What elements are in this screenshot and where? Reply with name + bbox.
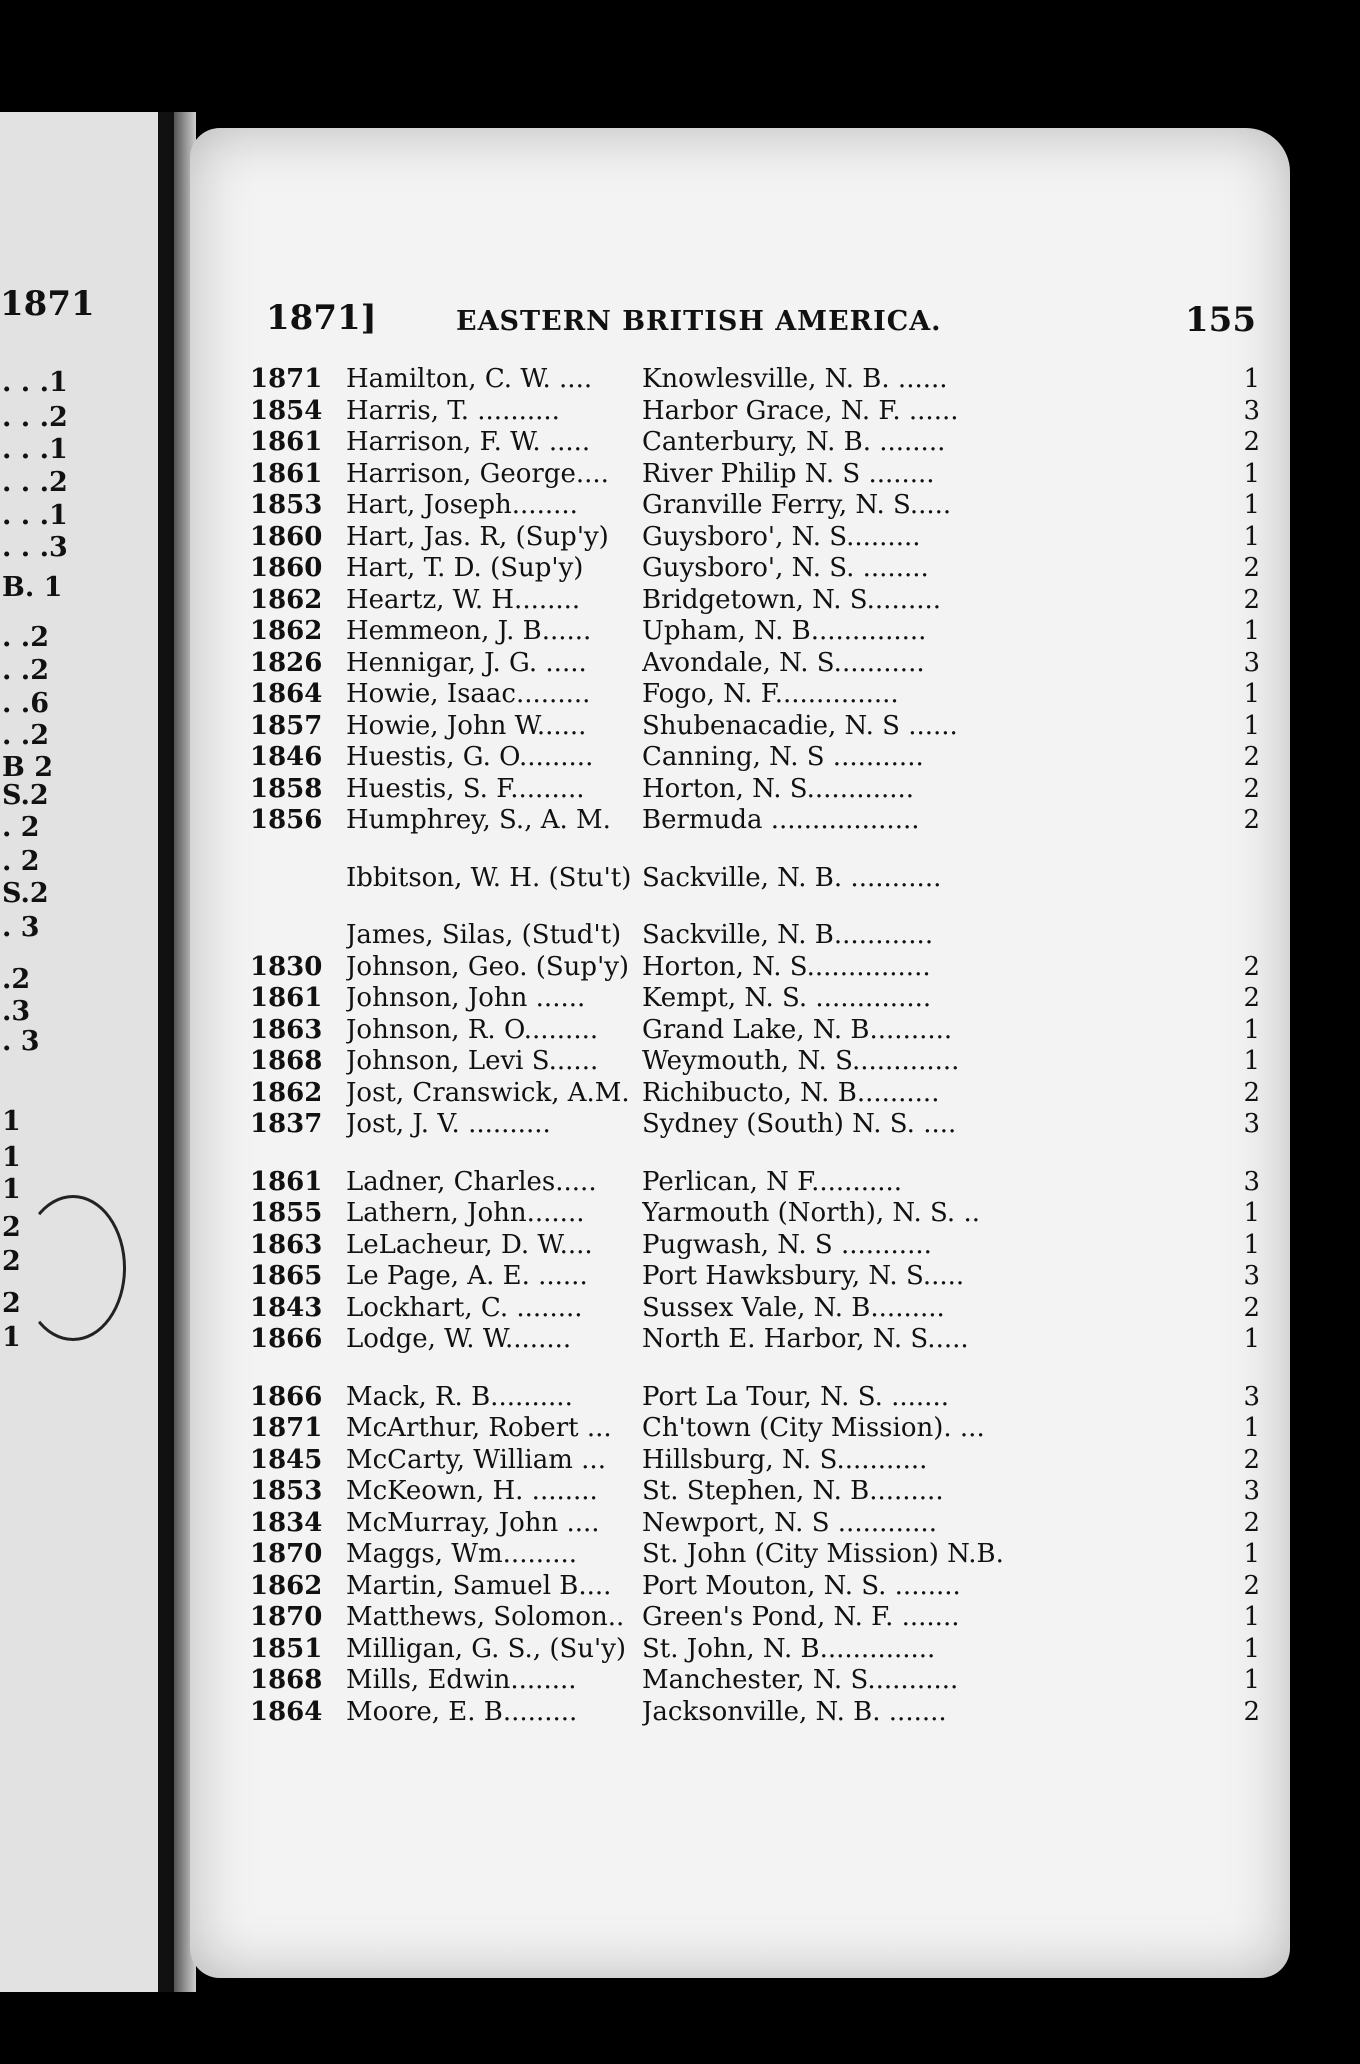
entry-count: 2: [1243, 951, 1260, 982]
left-page-fragment-text: B. 1: [2, 572, 63, 603]
entry-name: Howie, John W......: [346, 710, 587, 741]
left-page-fragment-text: . 3: [2, 912, 40, 943]
entry-place: Guysboro', N. S. ........: [642, 553, 929, 583]
left-page-fragment-text: . 2: [2, 846, 40, 877]
book-page: [190, 128, 1290, 1978]
entry-place: Port Hawksbury, N. S.....: [642, 1261, 965, 1291]
listing-row: [250, 1078, 1260, 1110]
entry-name: Martin, Samuel B....: [346, 1570, 612, 1601]
left-page-fragment-text: 1: [2, 1322, 21, 1353]
listing-row: [250, 679, 1260, 711]
entry-name: Jost, Cranswick, A.M.: [346, 1077, 630, 1108]
entry-name: Milligan, G. S., (Su'y): [346, 1633, 627, 1664]
entry-count: 1: [1243, 710, 1260, 741]
entry-name: Johnson, R. O.........: [346, 1014, 599, 1045]
entry-count: 3: [1243, 1166, 1260, 1197]
listing-row: [250, 1665, 1260, 1697]
left-page-fragment-text: .3: [2, 996, 31, 1027]
entry-year: 1871: [250, 364, 323, 394]
entry-year: 1858: [250, 773, 323, 804]
listing-group: [250, 920, 1260, 1141]
left-page-fragment-text: . . .1: [2, 434, 68, 465]
entry-place: St. John (City Mission) N.B.: [642, 1539, 1004, 1569]
page-number: 155: [1185, 300, 1256, 340]
entry-name: Johnson, Geo. (Sup'y): [346, 951, 630, 982]
entry-count: 1: [1243, 679, 1260, 709]
entry-count: 1: [1243, 616, 1260, 646]
left-page-fragment-text: 1: [2, 1174, 21, 1205]
left-page-fragment-text: . 2: [2, 812, 40, 843]
entry-name: Lodge, W. W........: [346, 1324, 572, 1354]
entry-place: Bermuda ..................: [642, 805, 920, 835]
ministers-listing: [250, 364, 1260, 1754]
entry-count: 2: [1243, 1444, 1260, 1475]
entry-name: McMurray, John ....: [346, 1507, 600, 1538]
entry-place: Shubenacadie, N. S ......: [642, 710, 958, 741]
listing-row: [250, 952, 1260, 984]
listing-row: [250, 1508, 1260, 1540]
listing-row: [250, 805, 1260, 837]
listing-row: [250, 427, 1260, 459]
entry-name: Hennigar, J. G. .....: [346, 647, 587, 678]
entry-name: Lockhart, C. ........: [346, 1292, 583, 1323]
entry-year: 1846: [250, 742, 323, 772]
entry-name: James, Silas, (Stud't): [346, 920, 622, 950]
listing-row: [250, 863, 1260, 895]
entry-name: Huestis, G. O.........: [346, 742, 594, 772]
listing-group: [250, 364, 1260, 837]
listing-row: [250, 1382, 1260, 1414]
entry-year: 1862: [250, 1077, 323, 1108]
listing-row: [250, 1413, 1260, 1445]
entry-year: 1851: [250, 1633, 323, 1664]
entry-place: Perlican, N F...........: [642, 1166, 903, 1197]
entry-year: 1863: [250, 1229, 323, 1260]
listing-row: [250, 459, 1260, 491]
entry-place: Ch'town (City Mission). ...: [642, 1413, 985, 1443]
entry-place: Horton, N. S...............: [642, 951, 931, 982]
entry-year: 1862: [250, 1570, 323, 1601]
entry-count: 2: [1243, 742, 1260, 772]
listing-row: [250, 774, 1260, 806]
listing-row: [250, 1015, 1260, 1047]
entry-place: Sackville, N. B............: [642, 920, 934, 950]
listing-row: [250, 1324, 1260, 1356]
entry-year: 1864: [250, 679, 323, 709]
listing-row: [250, 1198, 1260, 1230]
listing-row: [250, 1167, 1260, 1199]
listing-row: [250, 1476, 1260, 1508]
entry-year: 1837: [250, 1109, 323, 1139]
entry-name: Hamilton, C. W. ....: [346, 364, 593, 394]
entry-year: 1860: [250, 553, 323, 583]
entry-count: 2: [1243, 1696, 1260, 1727]
entry-count: 2: [1243, 553, 1260, 583]
entry-place: Bridgetown, N. S.........: [642, 584, 942, 615]
entry-place: Sackville, N. B. ...........: [642, 862, 942, 893]
entry-year: 1826: [250, 647, 323, 678]
entry-place: Hillsburg, N. S...........: [642, 1444, 928, 1475]
entry-name: Mills, Edwin........: [346, 1665, 577, 1695]
entry-count: 1: [1243, 1046, 1260, 1076]
entry-count: 3: [1243, 1476, 1260, 1506]
entry-place: St. Stephen, N. B.........: [642, 1476, 944, 1506]
entry-name: Moore, E. B.........: [346, 1696, 578, 1727]
entry-count: 3: [1243, 1109, 1260, 1139]
entry-year: 1865: [250, 1261, 323, 1291]
entry-place: Sydney (South) N. S. ....: [642, 1109, 957, 1139]
entry-year: 1834: [250, 1507, 323, 1538]
entry-year: 1843: [250, 1292, 323, 1323]
left-page-fragment-text: 2: [2, 1246, 21, 1277]
entry-place: Kempt, N. S. ..............: [642, 983, 932, 1013]
entry-year: 1870: [250, 1539, 323, 1569]
entry-name: Johnson, Levi S......: [346, 1046, 599, 1076]
entry-place: Horton, N. S.............: [642, 773, 915, 804]
entry-name: Humphrey, S., A. M.: [346, 805, 611, 835]
left-page-fragment-text: . .6: [2, 688, 49, 719]
entry-name: Hart, Joseph........: [346, 490, 578, 520]
entry-place: St. John, N. B..............: [642, 1633, 936, 1664]
entry-place: Fogo, N. F...............: [642, 679, 899, 709]
listing-row: [250, 1293, 1260, 1325]
entry-place: Richibucto, N. B..........: [642, 1077, 940, 1108]
entry-place: River Philip N. S ........: [642, 458, 935, 489]
entry-name: Lathern, John.......: [346, 1198, 585, 1228]
entry-place: Guysboro', N. S.........: [642, 521, 921, 552]
entry-place: Sussex Vale, N. B.........: [642, 1292, 945, 1323]
entry-year: 1862: [250, 616, 323, 646]
left-page-fragment: [0, 112, 170, 1992]
entry-name: Le Page, A. E. ......: [346, 1261, 588, 1291]
entry-year: 1857: [250, 710, 323, 741]
left-page-fragment-text: 2: [2, 1288, 21, 1319]
entry-place: Upham, N. B..............: [642, 616, 927, 646]
listing-row: [250, 364, 1260, 396]
entry-name: Ladner, Charles.....: [346, 1166, 597, 1197]
entry-place: Green's Pond, N. F. .......: [642, 1602, 960, 1632]
entry-name: Maggs, Wm.........: [346, 1539, 578, 1569]
listing-group: [250, 863, 1260, 895]
left-page-fragment-text: . .2: [2, 655, 49, 686]
listing-row: [250, 1261, 1260, 1293]
entry-name: Matthews, Solomon..: [346, 1602, 625, 1632]
left-page-fragment-text: . . .2: [2, 467, 68, 498]
entry-place: Yarmouth (North), N. S. ..: [642, 1198, 980, 1228]
entry-name: Harrison, F. W. .....: [346, 427, 591, 457]
listing-row: [250, 1109, 1260, 1141]
entry-year: 1830: [250, 951, 323, 982]
listing-row: [250, 920, 1260, 952]
entry-count: 1: [1243, 1413, 1260, 1443]
entry-place: Canterbury, N. B. ........: [642, 427, 946, 457]
entry-count: 1: [1243, 490, 1260, 520]
listing-row: [250, 616, 1260, 648]
entry-year: 1868: [250, 1046, 323, 1076]
entry-name: Huestis, S. F.........: [346, 773, 585, 804]
entry-year: 1856: [250, 805, 323, 835]
entry-year: 1868: [250, 1665, 323, 1695]
listing-row: [250, 1634, 1260, 1666]
listing-row: [250, 1445, 1260, 1477]
entry-year: 1845: [250, 1444, 323, 1475]
entry-name: McCarty, William ...: [346, 1444, 606, 1475]
listing-row: [250, 1046, 1260, 1078]
entry-year: 1861: [250, 983, 323, 1013]
entry-year: 1866: [250, 1324, 323, 1354]
entry-place: North E. Harbor, N. S.....: [642, 1324, 969, 1354]
pencil-mark: [20, 1195, 126, 1341]
entry-place: Port Mouton, N. S. ........: [642, 1570, 961, 1601]
left-page-fragment-text: 1: [2, 1142, 21, 1173]
entry-count: 1: [1243, 1198, 1260, 1228]
entry-year: 1871: [250, 1413, 323, 1443]
entry-year: 1855: [250, 1198, 323, 1228]
listing-row: [250, 648, 1260, 680]
listing-row: [250, 585, 1260, 617]
listing-row: [250, 1697, 1260, 1729]
entry-year: 1861: [250, 458, 323, 489]
listing-row: [250, 490, 1260, 522]
entry-count: 1: [1243, 1539, 1260, 1569]
entry-place: Canning, N. S ...........: [642, 742, 924, 772]
entry-count: 2: [1243, 805, 1260, 835]
entry-count: 2: [1243, 427, 1260, 457]
entry-name: Jost, J. V. ..........: [346, 1109, 551, 1139]
entry-year: 1861: [250, 427, 323, 457]
entry-year: 1853: [250, 490, 323, 520]
listing-row: [250, 742, 1260, 774]
entry-year: 1853: [250, 1476, 323, 1506]
listing-row: [250, 396, 1260, 428]
listing-group: [250, 1382, 1260, 1729]
entry-count: 3: [1243, 647, 1260, 678]
entry-count: 1: [1243, 458, 1260, 489]
left-page-fragment-text: .2: [2, 964, 31, 995]
entry-place: Port La Tour, N. S. .......: [642, 1381, 949, 1412]
entry-count: 1: [1243, 1602, 1260, 1632]
listing-row: [250, 1602, 1260, 1634]
entry-count: 2: [1243, 1570, 1260, 1601]
entry-name: LeLacheur, D. W....: [346, 1229, 593, 1260]
listing-row: [250, 983, 1260, 1015]
entry-name: Heartz, W. H........: [346, 584, 581, 615]
left-page-fragment-text: . .2: [2, 720, 49, 751]
entry-place: Granville Ferry, N. S.....: [642, 490, 952, 520]
entry-name: McArthur, Robert ...: [346, 1413, 612, 1443]
entry-year: 1866: [250, 1381, 323, 1412]
entry-name: Hart, T. D. (Sup'y): [346, 553, 584, 583]
entry-year: 1860: [250, 521, 323, 552]
left-page-fragment-text: S.2: [2, 780, 49, 811]
entry-name: Hart, Jas. R, (Sup'y): [346, 521, 609, 552]
entry-name: Harrison, George....: [346, 458, 609, 489]
entry-year: 1861: [250, 1166, 323, 1197]
entry-name: Harris, T. ..........: [346, 395, 560, 426]
entry-count: 2: [1243, 983, 1260, 1013]
entry-count: 1: [1243, 1229, 1260, 1260]
entry-year: 1870: [250, 1602, 323, 1632]
header-year: 1871]: [266, 298, 377, 338]
entry-name: Ibbitson, W. H. (Stu't): [346, 862, 632, 893]
entry-place: Avondale, N. S...........: [642, 647, 925, 678]
entry-count: 2: [1243, 584, 1260, 615]
entry-place: Newport, N. S ............: [642, 1507, 937, 1538]
listing-row: [250, 1539, 1260, 1571]
left-page-fragment-text: . 3: [2, 1026, 40, 1057]
listing-row: [250, 522, 1260, 554]
entry-name: Howie, Isaac.........: [346, 679, 591, 709]
entry-count: 1: [1243, 364, 1260, 394]
entry-count: 1: [1243, 1014, 1260, 1045]
entry-place: Manchester, N. S...........: [642, 1665, 959, 1695]
entry-name: McKeown, H. ........: [346, 1476, 598, 1506]
entry-count: 1: [1243, 1633, 1260, 1664]
entry-place: Pugwash, N. S ...........: [642, 1229, 932, 1260]
entry-count: 1: [1243, 1665, 1260, 1695]
left-page-year: 1871: [0, 284, 95, 324]
listing-group: [250, 1167, 1260, 1356]
entry-place: Grand Lake, N. B..........: [642, 1014, 953, 1045]
listing-row: [250, 553, 1260, 585]
entry-year: 1854: [250, 395, 323, 426]
entry-year: 1862: [250, 584, 323, 615]
entry-count: 2: [1243, 773, 1260, 804]
entry-count: 2: [1243, 1292, 1260, 1323]
left-page-fragment-text: . . .3: [2, 532, 68, 563]
entry-count: 2: [1243, 1507, 1260, 1538]
entry-count: 3: [1243, 1261, 1260, 1291]
entry-year: 1863: [250, 1014, 323, 1045]
entry-count: 2: [1243, 1077, 1260, 1108]
entry-place: Harbor Grace, N. F. ......: [642, 395, 959, 426]
entry-place: Knowlesville, N. B. ......: [642, 364, 948, 394]
left-page-fragment-text: . . .1: [2, 500, 68, 531]
book-gutter: [158, 112, 174, 1992]
page-title: EASTERN BRITISH AMERICA.: [456, 306, 942, 337]
entry-name: Johnson, John ......: [346, 983, 586, 1013]
entry-count: 1: [1243, 521, 1260, 552]
entry-count: 3: [1243, 395, 1260, 426]
entry-count: 1: [1243, 1324, 1260, 1354]
left-page-fragment-text: 1: [2, 1106, 21, 1137]
left-page-fragment-text: . . .2: [2, 402, 68, 433]
entry-place: Weymouth, N. S.............: [642, 1046, 960, 1076]
left-page-fragment-text: S.2: [2, 878, 49, 909]
left-page-fragment-text: . . .1: [2, 367, 68, 398]
entry-name: Mack, R. B..........: [346, 1381, 573, 1412]
listing-row: [250, 1571, 1260, 1603]
entry-name: Hemmeon, J. B......: [346, 616, 592, 646]
entry-place: Jacksonville, N. B. .......: [642, 1696, 947, 1727]
listing-row: [250, 1230, 1260, 1262]
left-page-fragment-text: B 2: [2, 752, 54, 783]
entry-count: 3: [1243, 1381, 1260, 1412]
page-header: [266, 298, 1256, 358]
entry-year: 1864: [250, 1696, 323, 1727]
left-page-fragment-text: 2: [2, 1212, 21, 1243]
listing-row: [250, 711, 1260, 743]
left-page-fragment-text: . .2: [2, 622, 49, 653]
